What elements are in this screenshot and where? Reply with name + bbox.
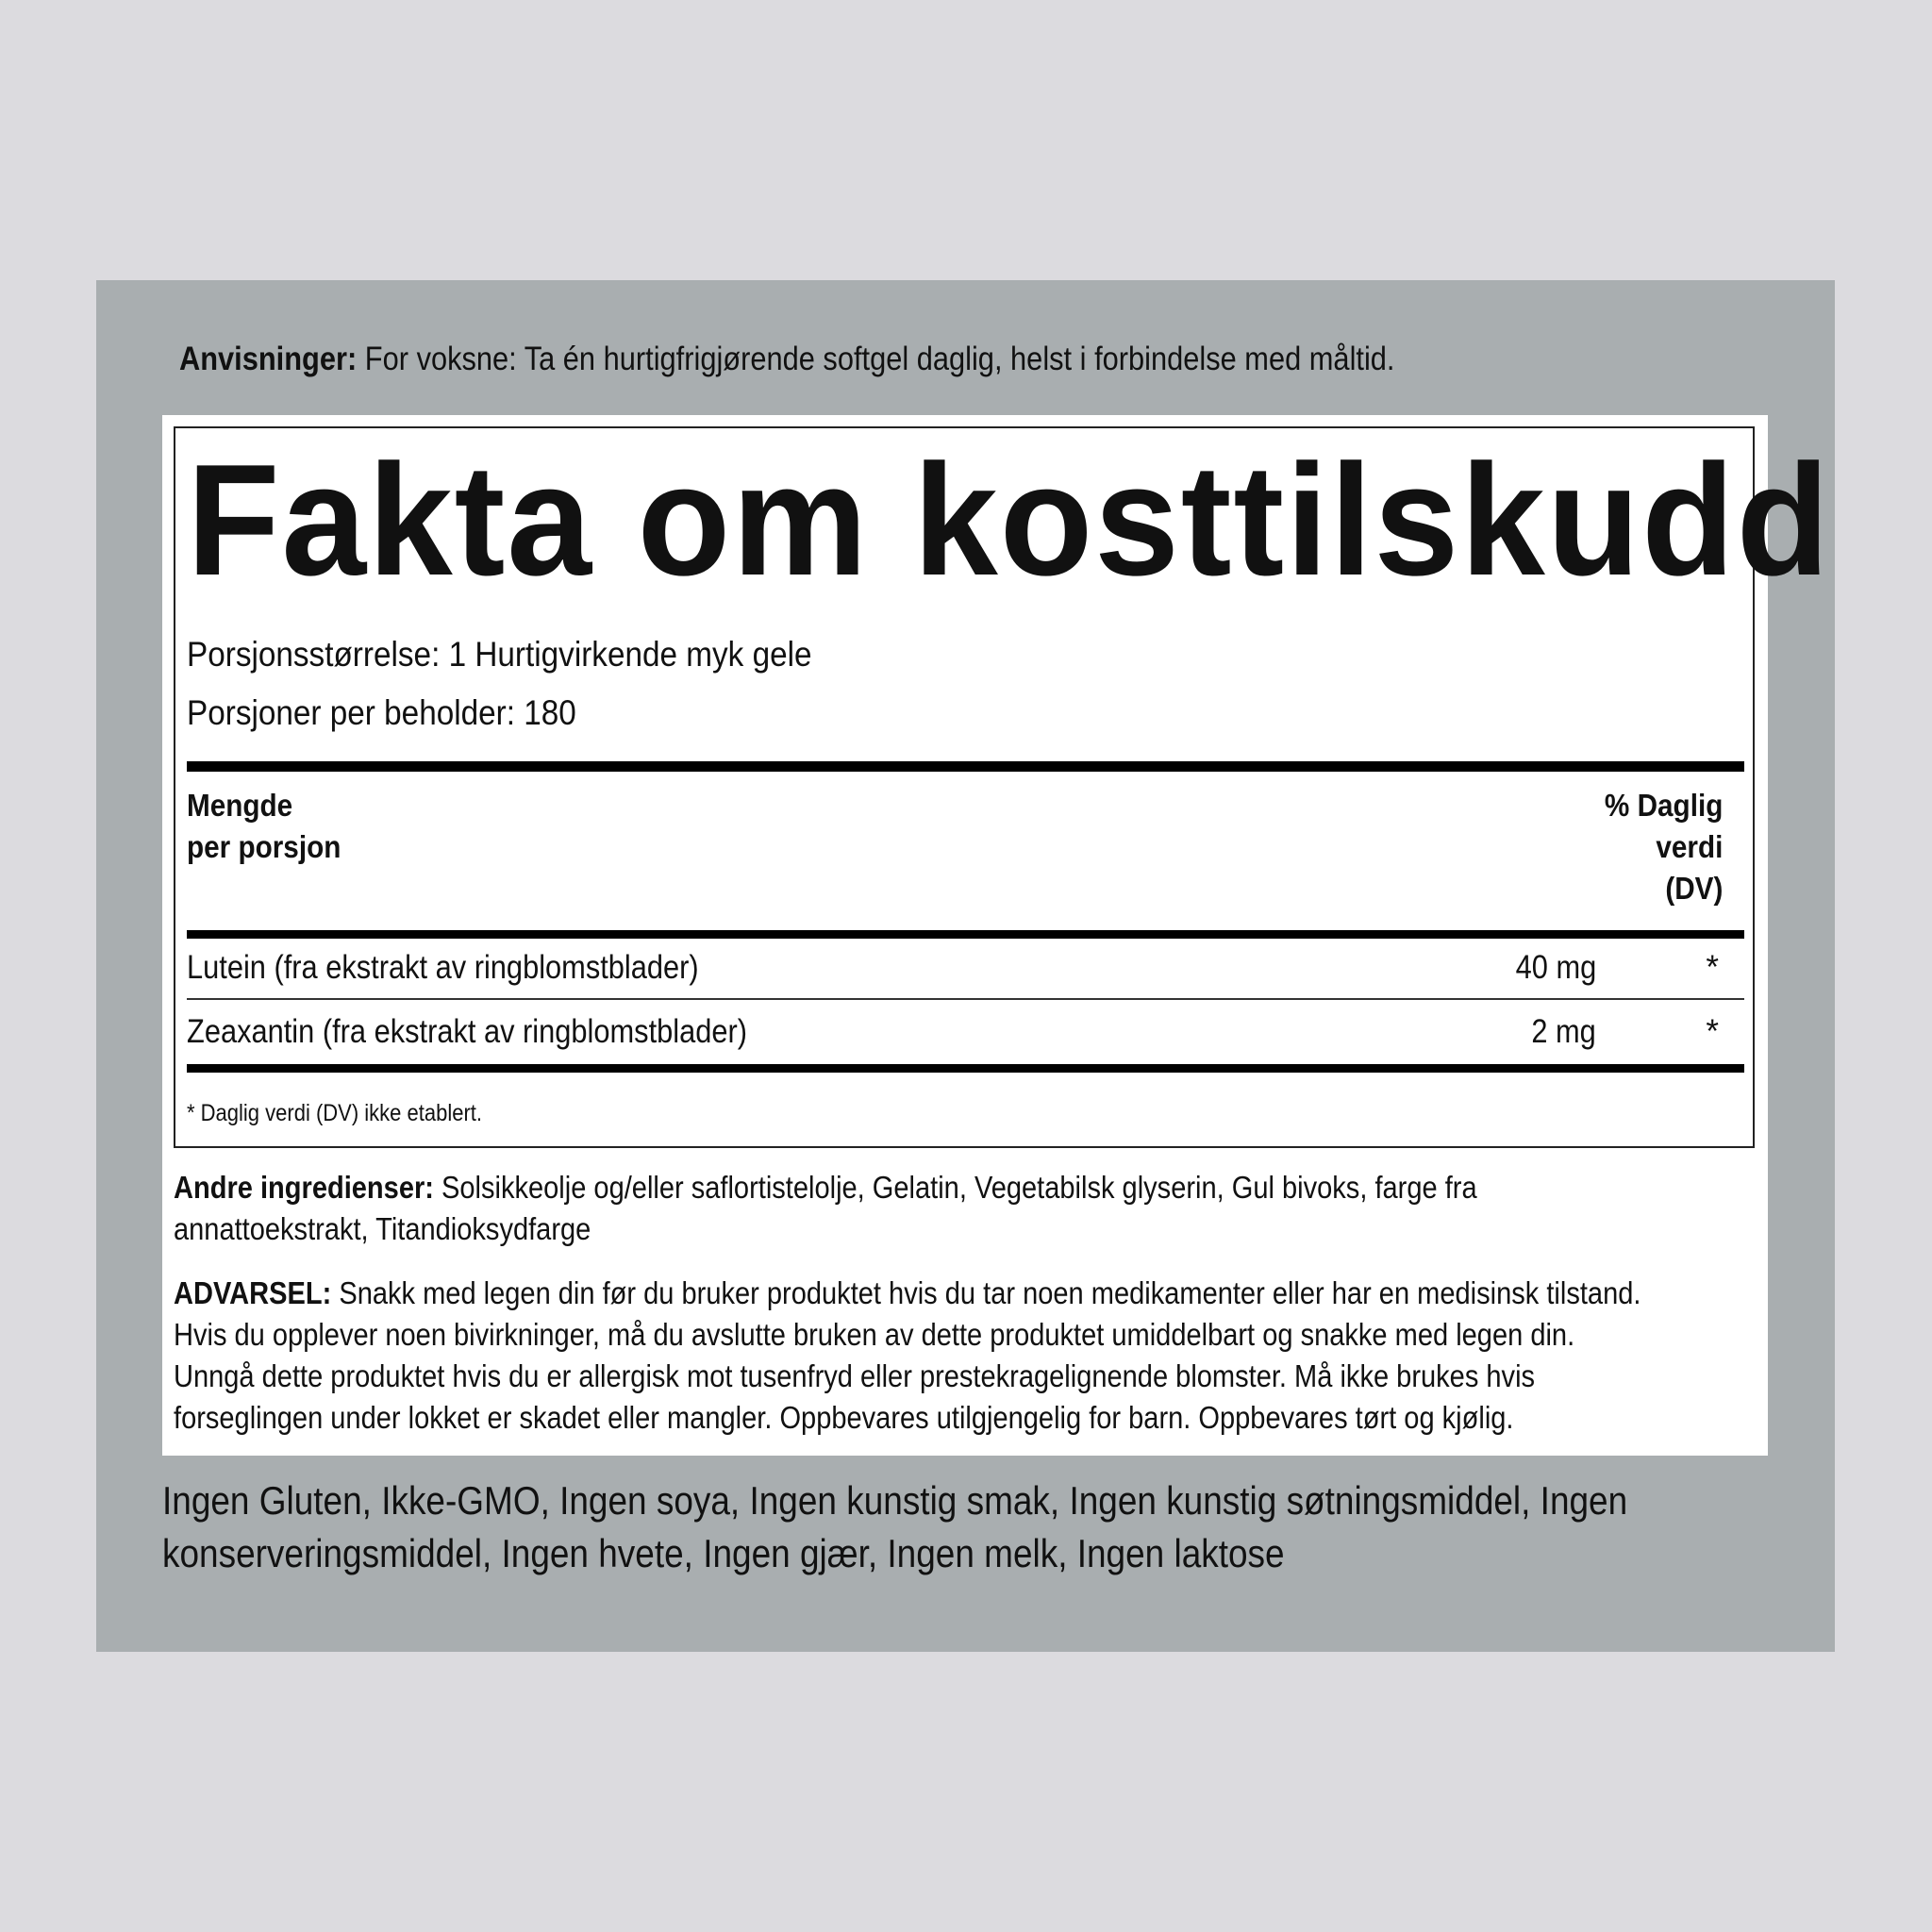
nutrient-amount: 2 mg <box>1531 1013 1596 1050</box>
other-ingredients <box>174 1167 1751 1250</box>
header-left-line-2: per porsjon <box>187 829 341 864</box>
daily-value-header <box>1605 785 1723 909</box>
label-panel <box>96 280 1835 1652</box>
header-left-line-1: Mengde <box>187 788 293 823</box>
directions-text: For voksne: Ta én hurtigfrigjørende softgel daglig, helst i forbindelse med måltid. <box>357 341 1395 377</box>
header-right-line-1: % Daglig <box>1604 788 1723 823</box>
warning-label: ADVARSEL: <box>174 1275 332 1310</box>
thick-divider-top <box>187 761 1744 772</box>
warning-line-4: forseglingen under lokket er skadet eller mangler. Oppbevares utilgjengelig for barn. Oppbevares tørt og kjølig. <box>174 1400 1514 1435</box>
allergen-line-1: Ingen Gluten, Ikke-GMO, Ingen soya, Ingen kunstig smak, Ingen kunstig søtningsmiddel, Ingen <box>162 1478 1628 1523</box>
warning-line-2: Hvis du opplever noen bivirkninger, må du avslutte bruken av dette produktet umiddelbart og snakke med legen din. <box>174 1317 1575 1352</box>
nutrient-dv: * <box>1706 1013 1719 1050</box>
thick-divider-bottom <box>187 1064 1744 1073</box>
serving-size: Porsjonsstørrelse: 1 Hurtigvirkende myk gele <box>187 635 812 674</box>
medium-divider <box>187 930 1744 939</box>
facts-title: Fakta om kosttilskudd <box>187 431 1832 608</box>
supplement-facts-card <box>162 415 1832 1456</box>
allergen-free-statement <box>162 1474 1790 1580</box>
warning-line-3: Unngå dette produktet hvis du er allergisk mot tusenfryd eller prestekragelignende blomster. Må ikke brukes hvis <box>174 1358 1536 1393</box>
directions <box>179 339 1591 380</box>
warning <box>174 1273 1751 1439</box>
dv-footnote: * Daglig verdi (DV) ikke etablert. <box>187 1100 483 1126</box>
warning-line-1: Snakk med legen din før du bruker produktet hvis du tar noen medikamenter eller har en medisinsk tilstand. <box>331 1275 1641 1310</box>
allergen-line-2: konserveringsmiddel, Ingen hvete, Ingen gjær, Ingen melk, Ingen laktose <box>162 1531 1285 1575</box>
header-right-line-2: verdi <box>1656 829 1723 864</box>
other-ingredients-line-2: annattoekstrakt, Titandioksydfarge <box>174 1211 591 1246</box>
nutrient-name: Zeaxantin (fra ekstrakt av ringblomstblader) <box>187 1013 747 1050</box>
header-right-line-3: (DV) <box>1664 871 1723 906</box>
amount-per-serving-header <box>187 785 341 868</box>
supplement-facts-box <box>174 426 1832 1148</box>
row-divider <box>187 998 1744 1000</box>
nutrient-dv: * <box>1706 949 1719 986</box>
other-ingredients-line-1: Solsikkeolje og/eller saflortistelolje, Gelatin, Vegetabilsk glyserin, Gul bivoks, farge fra <box>433 1170 1477 1205</box>
nutrient-name: Lutein (fra ekstrakt av ringblomstblader) <box>187 949 699 986</box>
other-ingredients-label: Andre ingredienser: <box>174 1170 434 1205</box>
nutrient-amount: 40 mg <box>1515 949 1596 986</box>
directions-label: Anvisninger: <box>179 341 358 377</box>
servings-per-container: Porsjoner per beholder: 180 <box>187 693 576 732</box>
